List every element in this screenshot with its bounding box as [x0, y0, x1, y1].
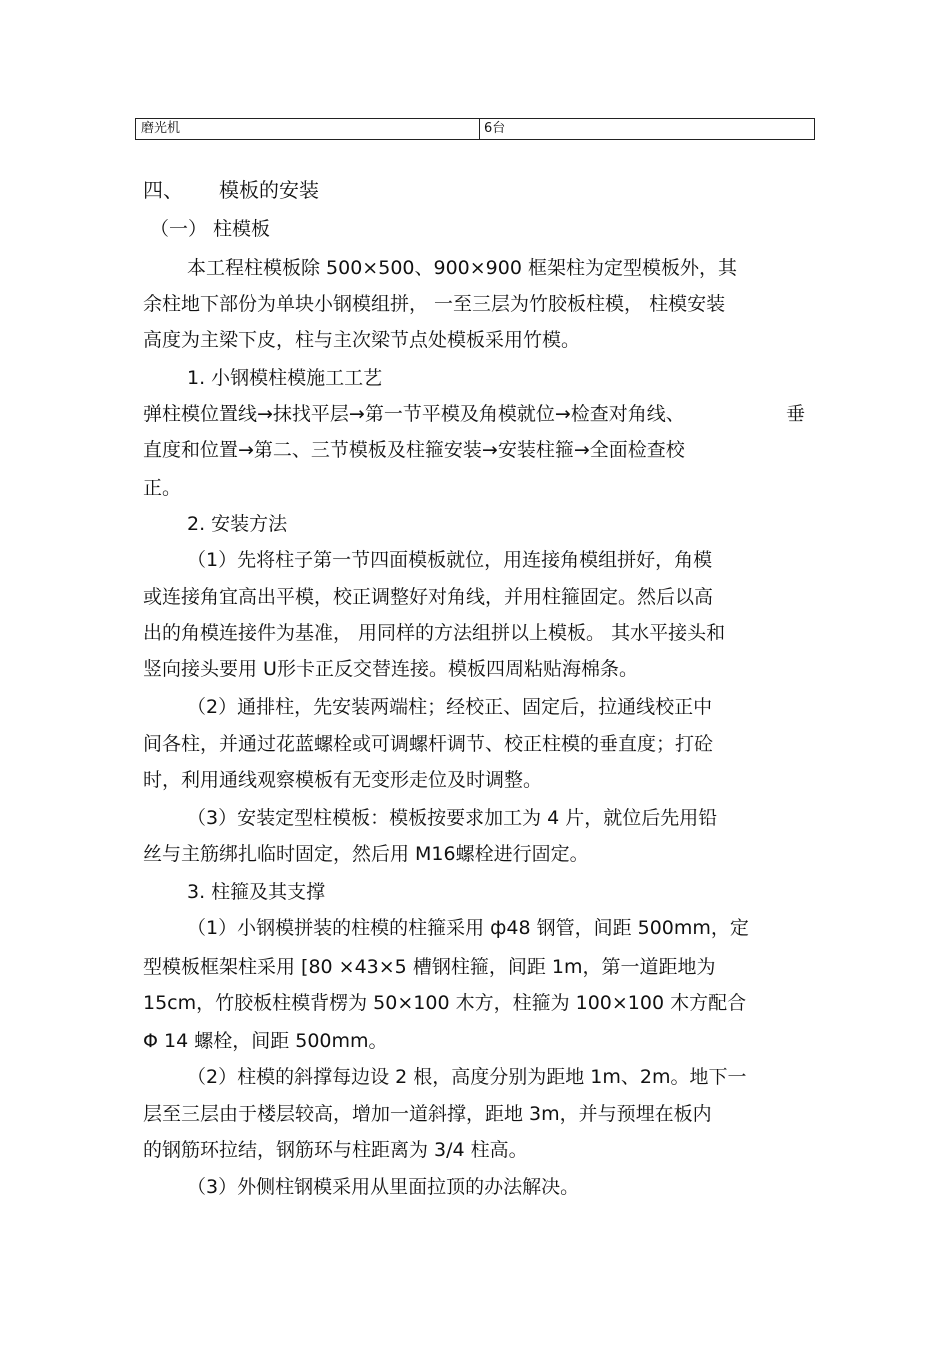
step3-p1-line-3: 15cm，竹胶板柱模背楞为 50×100 木方，柱箍为 100×100 木方配合 — [143, 992, 747, 1014]
intro-line-3: 高度为主梁下皮，柱与主次梁节点处模板采用竹模。 — [143, 329, 581, 351]
step3-p2-line-2: 层至三层由于楼层较高，增加一道斜撑，距地 3m，并与预埋在板内 — [143, 1103, 712, 1125]
section-number: 四、 — [143, 178, 183, 202]
sub-heading: （一） 柱模板 — [150, 218, 271, 240]
step3-heading: 3. 柱箍及其支撑 — [187, 881, 326, 903]
equipment-table — [135, 118, 815, 140]
step1-heading: 1. 小钢模柱模施工工艺 — [187, 367, 383, 389]
step1-line-1 — [143, 402, 805, 426]
step3-p3-line-1: （3）外侧柱钢模采用从里面拉顶的办法解决。 — [187, 1176, 580, 1198]
step2-p1-line-3: 出的角模连接件为基准， 用同样的方法组拼以上模板。 其水平接头和 — [143, 622, 726, 644]
step2-p3-line-1: （3）安装定型柱模板：模板按要求加工为 4 片，就位后先用铅 — [187, 807, 718, 829]
step2-p1-line-1: （1）先将柱子第一节四面模板就位，用连接角模组拼好，角模 — [187, 549, 713, 571]
step1-line-1-right: 垂 — [785, 403, 805, 425]
step2-p2-line-3: 时，利用通线观察模板有无变形走位及时调整。 — [143, 769, 543, 791]
step2-heading: 2. 安装方法 — [187, 513, 288, 535]
intro-line-1: 本工程柱模板除 500×500、900×900 框架柱为定型模板外，其 — [187, 257, 737, 279]
step2-p3-line-2: 丝与主筋绑扎临时固定，然后用 M16螺栓进行固定。 — [143, 843, 589, 865]
step3-p2-line-1: （2）柱模的斜撑每边设 2 根，高度分别为距地 1m、2m。地下一 — [187, 1066, 747, 1088]
intro-line-2: 余柱地下部份为单块小钢模组拼， 一至三层为竹胶板柱模， 柱模安装 — [143, 293, 726, 315]
step2-p2-line-2: 间各柱，并通过花蓝螺栓或可调螺杆调节、校正柱模的垂直度；打砼 — [143, 733, 714, 755]
step1-line-3: 正。 — [143, 477, 182, 499]
equipment-name-cell: 磨光机 — [136, 119, 480, 139]
section-title: 模板的安装 — [219, 178, 319, 202]
step1-line-1-left: 弹柱模位置线→抹找平层→第一节平模及角模就位→检查对角线、 — [143, 403, 685, 425]
section-heading — [143, 178, 319, 202]
step2-p1-line-4: 竖向接头要用 U形卡正反交替连接。模板四周粘贴海棉条。 — [143, 658, 638, 680]
step3-p1-line-1: （1）小钢模拼装的柱模的柱箍采用 ф48 钢管，间距 500mm，定 — [187, 917, 749, 939]
step3-p2-line-3: 的钢筋环拉结，钢筋环与柱距离为 3/4 柱高。 — [143, 1139, 528, 1161]
step1-line-2: 直度和位置→第二、三节模板及柱箍安装→安装柱箍→全面检查校 — [143, 439, 685, 461]
equipment-qty-cell: 6台 — [484, 121, 506, 136]
step3-p1-line-2: 型模板框架柱采用 [80 ×43×5 槽钢柱箍，间距 1m，第一道距地为 — [143, 956, 716, 978]
step2-p2-line-1: （2）通排柱，先安装两端柱；经校正、固定后，拉通线校正中 — [187, 696, 713, 718]
step2-p1-line-2: 或连接角宜高出平模，校正调整好对角线，并用柱箍固定。然后以高 — [143, 586, 714, 608]
step3-p1-line-4: Φ 14 螺栓，间距 500mm。 — [143, 1030, 388, 1052]
